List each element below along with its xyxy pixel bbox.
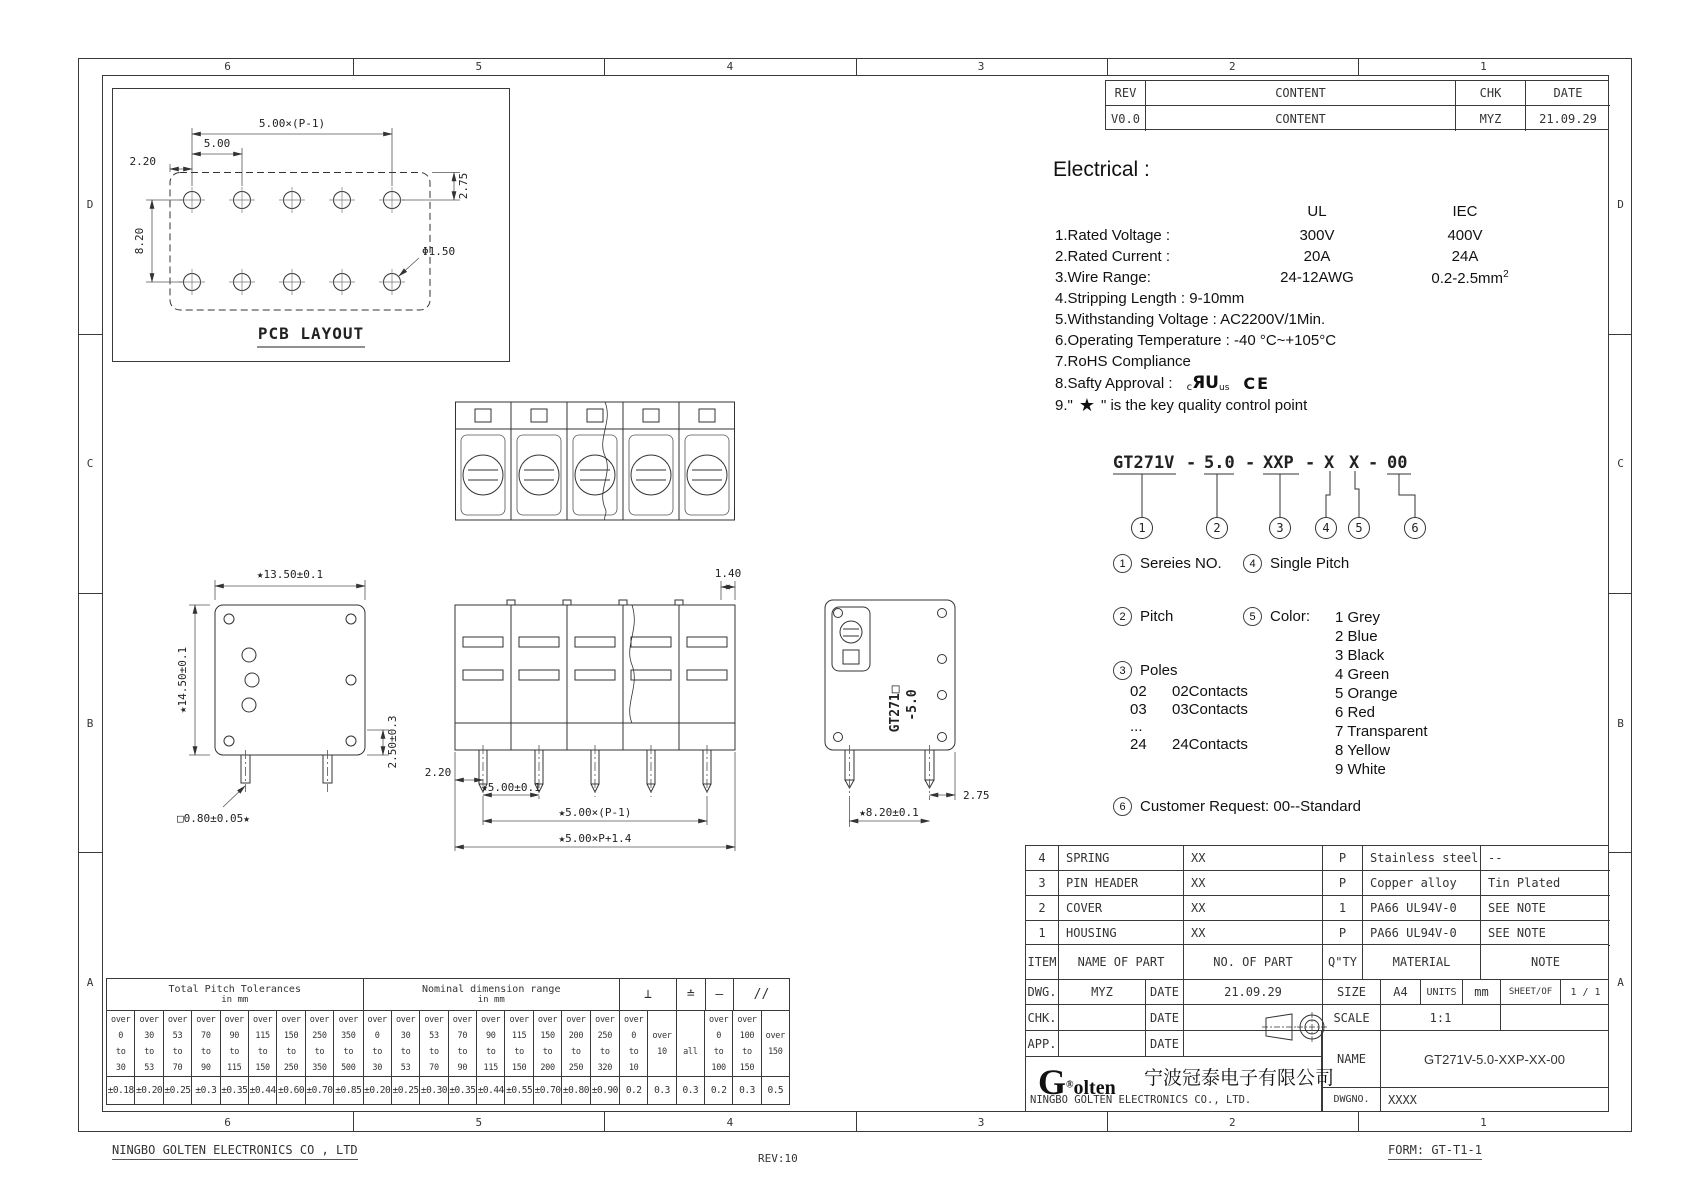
parts-list-header bbox=[1025, 944, 1609, 980]
group2-subtitle: in mm bbox=[477, 995, 505, 1005]
tolerance-column: over 0 to 10 0.2 bbox=[620, 1011, 648, 1104]
tolerance-value: ±0.25 bbox=[164, 1084, 191, 1096]
dimension-label: ★5.00±0.1 bbox=[481, 781, 541, 794]
perpendicularity-symbol-icon: ⊥ bbox=[620, 979, 677, 1011]
pn-request: 00 bbox=[1387, 453, 1408, 473]
title-block-name-band bbox=[1322, 1030, 1609, 1088]
wire-range-iec: 0.2-2.5mm bbox=[1431, 270, 1504, 287]
tolerance-value: ±0.20 bbox=[364, 1084, 391, 1096]
color-option: 1 Grey bbox=[1335, 609, 1381, 626]
tolerance-group-2 bbox=[364, 1011, 621, 1104]
scale-extra-empty bbox=[1501, 1005, 1610, 1030]
tolerance-value: ±0.80 bbox=[562, 1084, 589, 1096]
tolerance-column: over 150 to 200 ±0.70 bbox=[534, 1011, 562, 1104]
dimension-label: ★5.00×(P-1) bbox=[558, 806, 632, 819]
spec-line: 6.Operating Temperature : -40 °C~+105°C bbox=[1055, 332, 1337, 349]
tolerance-value: ±0.55 bbox=[506, 1084, 533, 1096]
company-name-en: NINGBO GOLTEN ELECTRONICS CO., LTD. bbox=[1030, 1094, 1252, 1106]
tolerance-value: ±0.35 bbox=[221, 1084, 248, 1096]
part-item-number: 3 bbox=[1026, 871, 1059, 896]
color-option: 9 White bbox=[1335, 761, 1386, 778]
legend-poles-label: Poles bbox=[1140, 662, 1178, 679]
scale-value: 1:1 bbox=[1381, 1005, 1501, 1030]
tolerance-column: over 115 to 150 ±0.44 bbox=[249, 1011, 277, 1104]
tolerance-value: 0.3 bbox=[654, 1084, 670, 1096]
header-note: NOTE bbox=[1531, 955, 1560, 969]
part-number-cell: XX bbox=[1184, 871, 1323, 896]
product-marking-line1: GT271□ bbox=[888, 685, 903, 733]
third-angle-projection-icon bbox=[1262, 1010, 1332, 1052]
group1-title: Total Pitch Tolerances bbox=[168, 984, 301, 995]
legend-poles bbox=[1113, 661, 1178, 680]
rev-header-chk: CHK bbox=[1456, 81, 1526, 106]
tolerance-value: ±0.35 bbox=[449, 1084, 476, 1096]
header-item: ITEM bbox=[1026, 945, 1059, 979]
legend-customer-request bbox=[1113, 797, 1361, 816]
color-option: 6 Red bbox=[1335, 704, 1376, 721]
part-quantity: 1 bbox=[1323, 896, 1363, 921]
approval-label: 8.Safty Approval : bbox=[1055, 375, 1173, 392]
part-number-cell: XX bbox=[1184, 921, 1323, 946]
poles-option bbox=[1130, 701, 1248, 719]
legend-pitch-label: Pitch bbox=[1140, 608, 1174, 625]
spec-label: 3.Wire Range: bbox=[1055, 269, 1151, 286]
zone-label: 6 bbox=[224, 60, 231, 73]
zone-label: C bbox=[86, 457, 94, 471]
part-name: COVER bbox=[1059, 896, 1184, 921]
dimension-label: 2.75 bbox=[963, 789, 990, 802]
tolerance-column: over 115 to 150 ±0.55 bbox=[505, 1011, 533, 1104]
pn-pitch: 5.0 bbox=[1204, 453, 1235, 473]
part-note: -- bbox=[1481, 846, 1610, 871]
ul-mark-us: us bbox=[1218, 383, 1230, 393]
pn-marker-1: 1 bbox=[1138, 521, 1146, 535]
electrical-title: Electrical : bbox=[1053, 158, 1150, 181]
poles-count: 24 bbox=[1130, 735, 1147, 753]
dimension-label: ★13.50±0.1 bbox=[256, 568, 324, 581]
zone-label: B bbox=[1617, 716, 1624, 730]
part-quantity: P bbox=[1323, 846, 1363, 871]
sheet-value: 1 / 1 bbox=[1570, 986, 1601, 998]
tolerance-value: ±0.70 bbox=[534, 1084, 561, 1096]
pn-color: X bbox=[1349, 453, 1360, 473]
spec-ul-value: 24-12AWG bbox=[1280, 269, 1354, 286]
tolerance-column: over 90 to 115 ±0.35 bbox=[221, 1011, 249, 1104]
part-name: SPRING bbox=[1059, 846, 1184, 871]
pn-marker-5: 5 bbox=[1355, 521, 1363, 535]
dwg-author: MYZ bbox=[1059, 980, 1146, 1004]
part-name: HOUSING bbox=[1059, 921, 1184, 946]
pn-marker-3: 3 bbox=[1276, 521, 1284, 535]
rev-row-date: 21.09.29 bbox=[1539, 111, 1597, 126]
tolerance-table bbox=[106, 978, 790, 1105]
keypoint-post: " is the key quality control point bbox=[1100, 397, 1308, 414]
spec-label: 2.Rated Current : bbox=[1055, 248, 1171, 265]
dimension-label: 1.40 bbox=[714, 567, 742, 580]
poles-count: ... bbox=[1130, 718, 1143, 735]
spec-ul-value: 20A bbox=[1303, 248, 1331, 265]
part-name: PIN HEADER bbox=[1059, 871, 1184, 896]
tolerance-value: ±0.90 bbox=[591, 1084, 618, 1096]
tolerance-column: over 350 to 500 ±0.85 bbox=[334, 1011, 362, 1104]
dimension-label: 2.20 bbox=[424, 766, 452, 779]
zone-label: 4 bbox=[726, 1115, 734, 1129]
zone-label: B bbox=[86, 716, 94, 730]
company-logo-cell bbox=[1025, 1056, 1335, 1112]
circled-4-icon: 4 bbox=[1243, 554, 1262, 573]
spec-iec-value: 400V bbox=[1447, 227, 1483, 244]
logo-g: G bbox=[1038, 1062, 1067, 1102]
size-value: A4 bbox=[1381, 980, 1421, 1004]
tolerance-column: over 53 to 70 ±0.30 bbox=[420, 1011, 448, 1104]
app-date-label: DATE bbox=[1146, 1031, 1184, 1056]
tolerance-column: over 30 to 53 ±0.25 bbox=[392, 1011, 420, 1104]
scale-label: SCALE bbox=[1323, 1005, 1381, 1030]
poles-contacts: 02Contacts bbox=[1172, 683, 1248, 700]
tolerance-group-1 bbox=[107, 1011, 364, 1104]
spec-line: 7.RoHS Compliance bbox=[1055, 353, 1191, 370]
circled-1-icon: 1 bbox=[1113, 554, 1132, 573]
poles-option bbox=[1130, 718, 1248, 736]
rev-header-date: DATE bbox=[1526, 81, 1610, 106]
tolerance-column: over 250 to 350 ±0.70 bbox=[306, 1011, 334, 1104]
dimension-label: 8.20 bbox=[133, 227, 146, 255]
spec-iec-value: 24A bbox=[1451, 248, 1479, 265]
tolerance-table-header bbox=[107, 979, 789, 1011]
footer-revision: REV:10 bbox=[758, 1152, 798, 1165]
sheet-label: SHEET/OF bbox=[1501, 980, 1561, 1004]
poles-count: 03 bbox=[1130, 700, 1147, 718]
coplanarity-symbol-icon: ≐ bbox=[677, 979, 706, 1011]
rev-header-content: CONTENT bbox=[1146, 81, 1456, 106]
revision-table bbox=[1105, 80, 1609, 130]
dwgno-value: XXXX bbox=[1388, 1092, 1417, 1107]
pcb-layout-title: PCB LAYOUT bbox=[257, 324, 365, 343]
tolerance-value: ±0.3 bbox=[195, 1084, 217, 1096]
part-material: PA66 UL94V-0 bbox=[1363, 896, 1481, 921]
dimension-label: 5.00 bbox=[203, 137, 231, 150]
legend-pitch bbox=[1113, 607, 1173, 626]
pn-marker-2: 2 bbox=[1213, 521, 1221, 535]
zone-label: D bbox=[1617, 198, 1624, 212]
key-quality-star-icon: ★ bbox=[1078, 395, 1095, 415]
registered-mark-icon: ® bbox=[1066, 1079, 1074, 1091]
pn-dash: - bbox=[1245, 453, 1256, 473]
header-qty: Q"TY bbox=[1323, 945, 1363, 979]
pcb-layout-drawing bbox=[112, 88, 510, 362]
dimension-label: ★5.00×P+1.4 bbox=[558, 832, 632, 845]
footer-form-number: FORM: GT-T1-1 bbox=[1388, 1143, 1482, 1160]
part-quantity: P bbox=[1323, 921, 1363, 946]
header-no-of-part: NO. OF PART bbox=[1184, 945, 1323, 979]
dimension-label: ★8.20±0.1 bbox=[859, 806, 919, 819]
parts-list-table bbox=[1025, 845, 1609, 945]
dwg-label: DWG. bbox=[1026, 980, 1059, 1004]
group2-title: Nominal dimension range bbox=[422, 984, 561, 995]
part-material: Copper alloy bbox=[1363, 871, 1481, 896]
dwg-date-label: DATE bbox=[1146, 980, 1184, 1004]
pn-marker-4: 4 bbox=[1322, 521, 1330, 535]
color-option: 2 Blue bbox=[1335, 628, 1378, 645]
dimension-label: ★14.50±0.1 bbox=[176, 646, 189, 714]
rev-header-rev: REV bbox=[1106, 81, 1146, 106]
part-item-number: 4 bbox=[1026, 846, 1059, 871]
ul-recognized-icon bbox=[1186, 373, 1230, 393]
legend-single-pitch-label: Single Pitch bbox=[1270, 555, 1350, 572]
product-marking-line2: -5.0 bbox=[905, 689, 920, 721]
wire-range-iec-sup: 2 bbox=[1503, 269, 1509, 280]
zone-label: A bbox=[86, 975, 94, 989]
dimension-label: 2.20 bbox=[129, 155, 156, 168]
part-item-number: 1 bbox=[1026, 921, 1059, 946]
part-note: SEE NOTE bbox=[1481, 921, 1610, 946]
logo-olten: olten bbox=[1073, 1077, 1116, 1099]
spec-iec-value bbox=[1400, 269, 1540, 287]
part-number-cell: XX bbox=[1184, 846, 1323, 871]
company-name-cn: 宁波冠泰电子有限公司 bbox=[1144, 1067, 1335, 1089]
ul-mark-c: c bbox=[1186, 382, 1193, 393]
end-view-drawing bbox=[795, 555, 1025, 855]
pn-series: GT271V bbox=[1113, 453, 1175, 473]
ce-mark-icon: CE bbox=[1243, 374, 1271, 393]
tolerance-value: ±0.20 bbox=[136, 1084, 163, 1096]
tolerance-value: ±0.30 bbox=[420, 1084, 448, 1096]
tolerance-column: over 70 to 90 ±0.3 bbox=[192, 1011, 220, 1104]
drawing-name-value: GT271V-5.0-XXP-XX-00 bbox=[1424, 1051, 1565, 1067]
dimension-label: □0.80±0.05★ bbox=[177, 812, 250, 825]
legend-series-label: Sereies NO. bbox=[1140, 555, 1222, 572]
tolerance-column: over 0 to 30 ±0.18 bbox=[107, 1011, 135, 1104]
tolerance-value: 0.2 bbox=[710, 1084, 727, 1096]
part-quantity: P bbox=[1323, 871, 1363, 896]
rev-row-chk: MYZ bbox=[1456, 106, 1526, 131]
svg-text:GT271□ -5.0 bbox=[888, 678, 920, 733]
tolerance-value: ±0.44 bbox=[249, 1084, 276, 1096]
circled-5-icon: 5 bbox=[1243, 607, 1262, 626]
legend-color bbox=[1243, 607, 1310, 626]
zone-label: 2 bbox=[1228, 1115, 1236, 1129]
color-option: 8 Yellow bbox=[1335, 742, 1391, 759]
zone-label: 3 bbox=[977, 60, 985, 73]
legend-single-pitch bbox=[1243, 554, 1349, 573]
tolerance-column: over 70 to 90 ±0.35 bbox=[449, 1011, 477, 1104]
spec-label: 1.Rated Voltage : bbox=[1055, 227, 1171, 244]
keypoint-pre: 9." bbox=[1055, 397, 1073, 414]
color-options-list bbox=[1335, 608, 1428, 779]
zone-label: 2 bbox=[1228, 60, 1236, 73]
pn-marker-6: 6 bbox=[1411, 521, 1419, 535]
tolerance-value: ±0.70 bbox=[306, 1084, 333, 1096]
zone-label: D bbox=[86, 198, 94, 212]
tolerance-column: over 150 to 250 ±0.60 bbox=[277, 1011, 305, 1104]
tolerance-column: over 90 to 115 ±0.44 bbox=[477, 1011, 505, 1104]
footer-company: NINGBO GOLTEN ELECTRONICS CO , LTD bbox=[112, 1143, 358, 1160]
size-label: SIZE bbox=[1323, 980, 1381, 1004]
dimension-label: 2.75 bbox=[457, 172, 470, 200]
circled-3-icon: 3 bbox=[1113, 661, 1132, 680]
spec-ul-value: 300V bbox=[1299, 227, 1335, 244]
part-number-diagram bbox=[1100, 443, 1530, 553]
spec-line-approval bbox=[1055, 374, 1270, 393]
tolerance-column: over 30 to 53 ±0.20 bbox=[135, 1011, 163, 1104]
part-item-number: 2 bbox=[1026, 896, 1059, 921]
zone-label: 6 bbox=[224, 1115, 231, 1129]
pn-dash: - bbox=[1305, 453, 1316, 473]
chk-date-label: DATE bbox=[1146, 1005, 1184, 1030]
tolerance-column: over 250 to 320 ±0.90 bbox=[591, 1011, 619, 1104]
rev-row-rev: V0.0 bbox=[1106, 106, 1146, 131]
tolerance-value: ±0.60 bbox=[277, 1084, 305, 1096]
zone-label: 5 bbox=[475, 1115, 483, 1129]
color-option: 4 Green bbox=[1335, 666, 1390, 683]
ul-mark-ru: ЯU bbox=[1192, 373, 1219, 393]
circled-2-icon: 2 bbox=[1113, 607, 1132, 626]
zone-label: A bbox=[1617, 975, 1624, 989]
legend-color-label: Color: bbox=[1270, 608, 1311, 625]
header-name-of-part: NAME OF PART bbox=[1059, 945, 1184, 979]
spec-line: 4.Stripping Length : 9-10mm bbox=[1055, 290, 1245, 307]
tolerance-column: over 100 to 150 0.3 bbox=[733, 1011, 761, 1104]
chk-author-empty bbox=[1059, 1005, 1146, 1030]
tolerance-value: ±0.85 bbox=[335, 1084, 362, 1096]
poles-options-list bbox=[1130, 683, 1248, 753]
chk-label: CHK. bbox=[1026, 1005, 1059, 1030]
part-note: Tin Plated bbox=[1481, 871, 1610, 896]
tolerance-column: over 0 to 30 ±0.20 bbox=[364, 1011, 392, 1104]
zone-label: C bbox=[1617, 457, 1624, 471]
dimension-label: 2.50±0.3 bbox=[386, 715, 399, 769]
dimension-label: Φ1.50 bbox=[422, 245, 456, 258]
group1-subtitle: in mm bbox=[221, 995, 249, 1005]
nominal-dimension-range-header bbox=[364, 979, 621, 1011]
tolerance-column: over 150 0.5 bbox=[762, 1011, 789, 1104]
poles-option bbox=[1130, 683, 1248, 701]
electrical-col-iec: IEC bbox=[1452, 203, 1478, 220]
pn-dash: - bbox=[1186, 453, 1197, 473]
tolerance-value: 0.3 bbox=[739, 1084, 755, 1096]
tolerance-value: ±0.25 bbox=[392, 1084, 419, 1096]
app-author-empty bbox=[1059, 1031, 1146, 1056]
header-material: MATERIAL bbox=[1363, 945, 1481, 979]
parallelism-symbol-icon: // bbox=[734, 979, 789, 1011]
dwgno-label: DWGNO. bbox=[1323, 1088, 1381, 1111]
tolerance-value: 0.5 bbox=[767, 1084, 784, 1096]
poles-count: 02 bbox=[1130, 683, 1147, 700]
pn-dash: - bbox=[1368, 453, 1379, 473]
tolerance-value: ±0.44 bbox=[477, 1084, 504, 1096]
straightness-symbol-icon: — bbox=[706, 979, 735, 1011]
spec-line-keypoint bbox=[1055, 395, 1307, 416]
tolerance-table-body bbox=[107, 1011, 789, 1104]
tolerance-group-3 bbox=[620, 1011, 789, 1104]
poles-option bbox=[1130, 736, 1248, 754]
tolerance-column: over 0 to 100 0.2 bbox=[705, 1011, 733, 1104]
poles-contacts: 03Contacts bbox=[1172, 700, 1248, 718]
poles-contacts: 24Contacts bbox=[1172, 735, 1248, 753]
zone-label: 4 bbox=[726, 60, 734, 73]
tolerance-value: 0.3 bbox=[682, 1084, 699, 1096]
pn-single-pitch: X bbox=[1324, 453, 1335, 473]
electrical-col-ul: UL bbox=[1307, 203, 1327, 220]
rev-row-content: CONTENT bbox=[1146, 106, 1456, 131]
zone-label: 1 bbox=[1480, 60, 1487, 73]
pn-poles: XXP bbox=[1263, 453, 1294, 473]
part-material: Stainless steel bbox=[1363, 846, 1481, 871]
total-pitch-tolerances-header bbox=[107, 979, 364, 1011]
tolerance-column: all 0.3 bbox=[677, 1011, 705, 1104]
side-view-drawing bbox=[410, 545, 770, 875]
color-option: 3 Black bbox=[1335, 647, 1385, 664]
zone-label: 1 bbox=[1480, 1115, 1487, 1129]
zone-label: 5 bbox=[475, 60, 483, 73]
top-view-drawing bbox=[165, 560, 405, 845]
tolerance-value: ±0.18 bbox=[107, 1084, 134, 1096]
zone-label: 3 bbox=[977, 1115, 985, 1129]
tolerance-column: over 10 0.3 bbox=[648, 1011, 676, 1104]
part-material: PA66 UL94V-0 bbox=[1363, 921, 1481, 946]
spec-line: 5.Withstanding Voltage : AC2200V/1Min. bbox=[1055, 311, 1326, 328]
units-value: mm bbox=[1463, 980, 1501, 1004]
legend-customer-request-label: Customer Request: 00--Standard bbox=[1140, 798, 1361, 815]
color-option: 5 Orange bbox=[1335, 685, 1398, 702]
tolerance-value: 0.2 bbox=[625, 1084, 642, 1096]
dimension-label: 5.00×(P-1) bbox=[258, 117, 326, 130]
part-note: SEE NOTE bbox=[1481, 896, 1610, 921]
tolerance-column: over 200 to 250 ±0.80 bbox=[562, 1011, 590, 1104]
app-label: APP. bbox=[1026, 1031, 1059, 1056]
part-number-cell: XX bbox=[1184, 896, 1323, 921]
color-option: 7 Transparent bbox=[1335, 723, 1428, 740]
title-block-dwg-row bbox=[1025, 979, 1609, 1005]
title-block-dwgno-row bbox=[1322, 1087, 1609, 1112]
dwg-date-value: 21.09.29 bbox=[1184, 980, 1323, 1004]
circled-6-icon: 6 bbox=[1113, 797, 1132, 816]
tolerance-column: over 53 to 70 ±0.25 bbox=[164, 1011, 192, 1104]
units-label: UNITS bbox=[1421, 980, 1463, 1004]
front-view-drawing bbox=[455, 400, 735, 530]
name-label: NAME bbox=[1323, 1031, 1381, 1087]
legend-series bbox=[1113, 554, 1222, 573]
